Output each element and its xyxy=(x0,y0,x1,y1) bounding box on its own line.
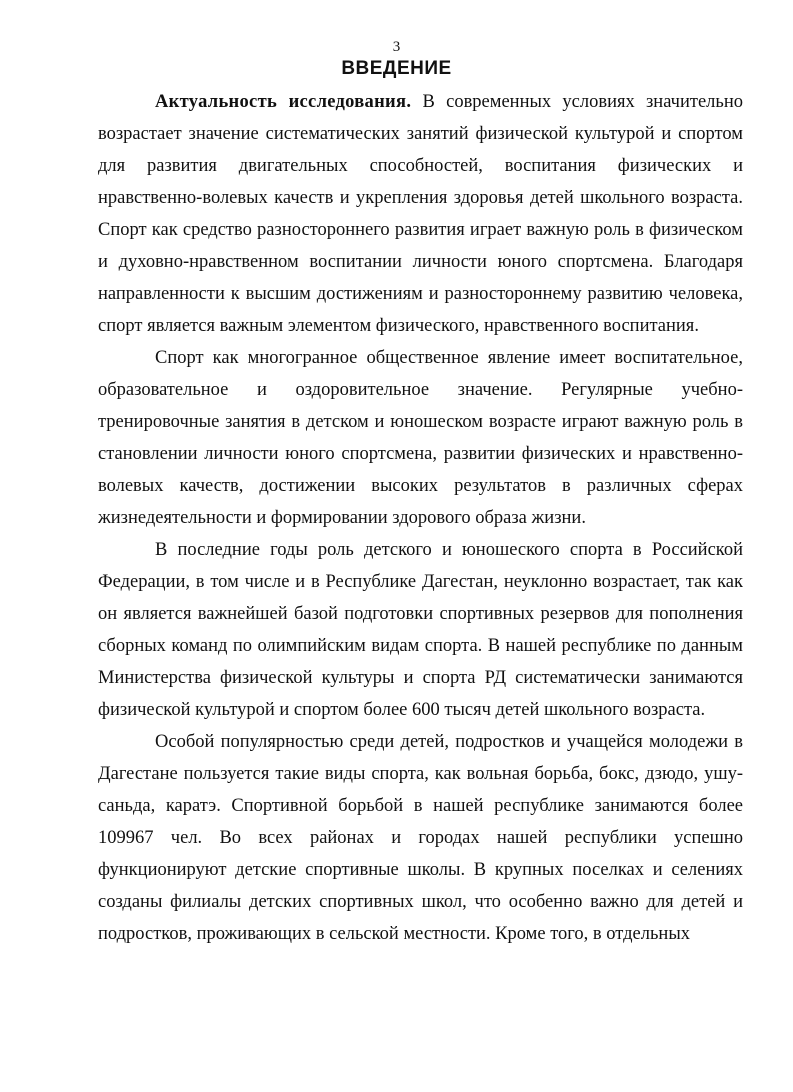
paragraph-popular-sports: Особой популярностью среди детей, подростков и учащейся молодежи в Дагестане пользуется такие виды спорта, как вольная борьба, бокс, дзюдо, ушу-саньда, каратэ. Спортивной борьбой в нашей республике занимаются более 109967 чел. Во всех районах и городах нашей республики успешно функционируют детские спортивные школы. В крупных поселках и селениях созданы филиалы детских спортивных школ, что особенно важно для детей и подростков, проживающих в сельской местности. Кроме того, в отдельных xyxy=(98,732,743,944)
page-number: 3 xyxy=(392,39,401,55)
paragraph-lead-bold: Актуальность исследования. xyxy=(155,92,412,112)
paragraph-sport-phenomenon: Спорт как многогранное общественное явление имеет воспитательное, образовательное и оздоровительное значение. Регулярные учебно-тренировочные занятия в детском и юношеском возрасте играют важную роль в становлении личности юного спортсмена, развитии физических и нравственно-волевых качеств, достижении высоких результатов в различных сферах жизнедеятельности и формировании здорового образа жизни. xyxy=(98,348,743,528)
section-heading: ВВЕДЕНИЕ xyxy=(341,58,452,79)
paragraph-relevance xyxy=(98,86,743,342)
paragraph-text: В современных условиях значительно возрастает значение систематических занятий физической культурой и спортом для развития двигательных способностей, воспитания физических и нравственно-волевых качеств и укрепления здоровья детей школьного возраста. Спорт как средство разностороннего развития играет важную роль в физическом и духовно-нравственном воспитании личности юного спортсмена. Благодаря направленности к высшим достижениям и разностороннему развитию человека, спорт является важным элементом физического, нравственного воспитания. xyxy=(98,92,743,336)
document-body xyxy=(98,86,743,950)
paragraph-youth-sport-role: В последние годы роль детского и юношеского спорта в Российской Федерации, в том числе и в Республике Дагестан, неуклонно возрастает, так как он является важнейшей базой подготовки спортивных резервов для пополнения сборных команд по олимпийским видам спорта. В нашей республике по данным Министерства физической культуры и спорта РД систематически занимаются физической культурой и спортом более 600 тысяч детей школьного возраста. xyxy=(98,540,743,720)
